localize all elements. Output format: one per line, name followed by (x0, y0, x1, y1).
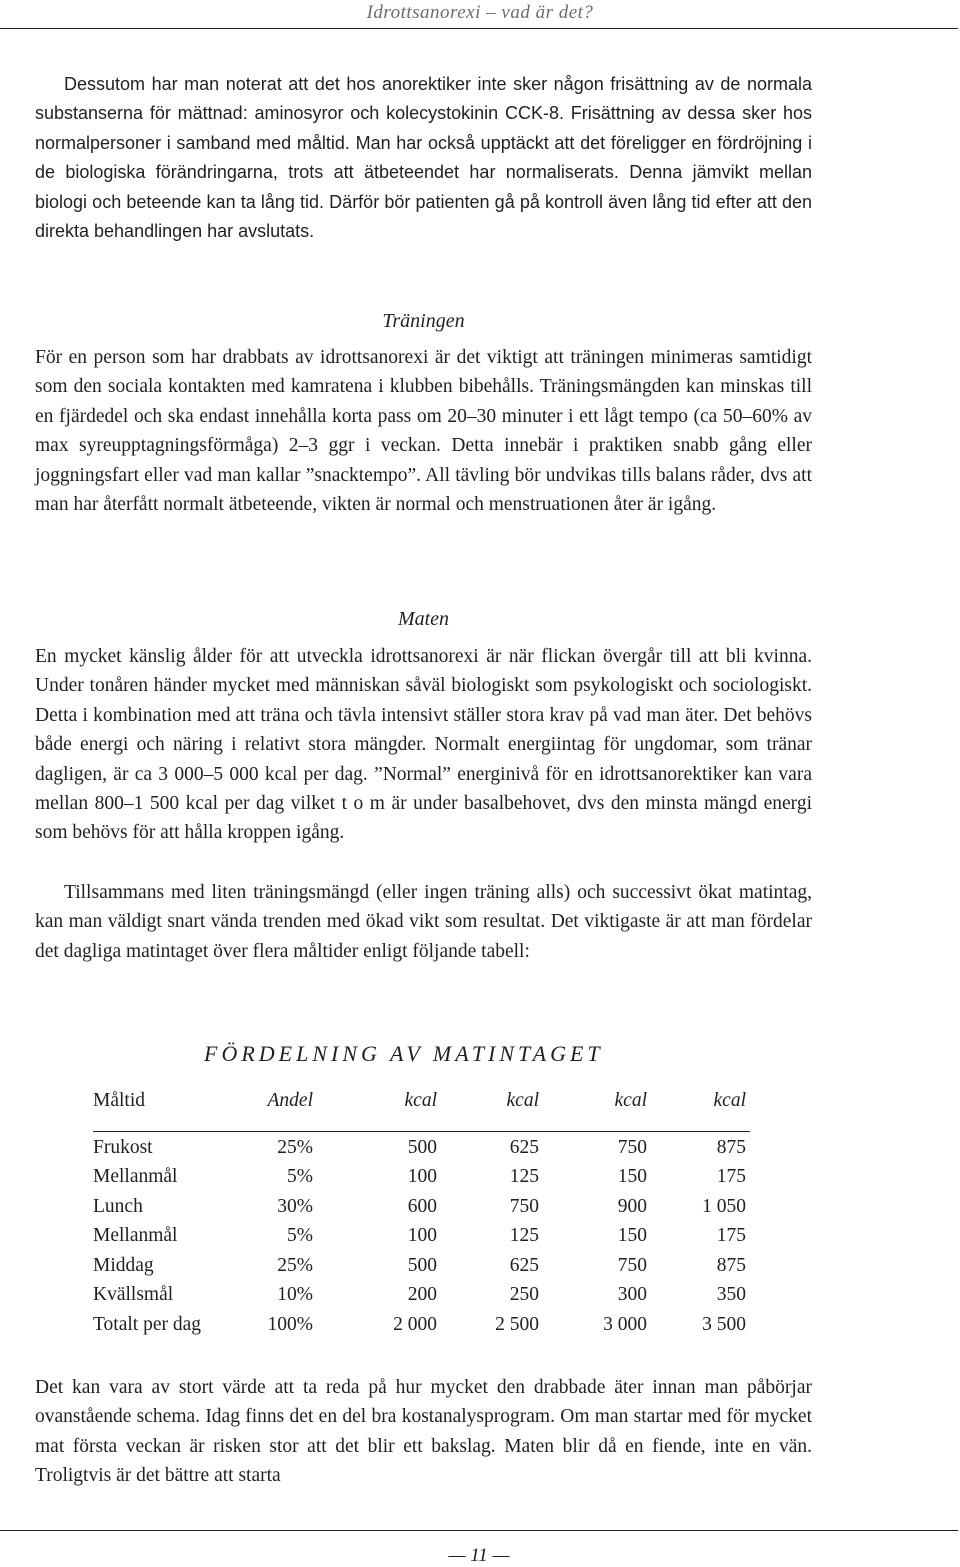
header-cell: kcal (713, 1090, 746, 1111)
paragraph-food: En mycket känslig ålder för att utveckla idrottsanorexi är när flickan övergår till att bli kvinna. Under tonåren händer mycket med människan såväl biologiskt som psykologiskt och sociologiskt. Detta i kombination med att träna och tävla intensivt ställer stora krav på vad man äter. Det behövs både energi och näring i relativt stora mängder. Normalt energiintag för ungdomar, som tränar dagligen, är ca 3 000–5 000 kcal per dag. ”Normal” energinivå för en idrottsanorektiker kan vara mellan 800–1 500 kcal per dag vilket t o m är under basalbehovet, dvs den minsta mängd energi som behövs för att hålla kroppen igång. (35, 646, 812, 844)
table-cell: 175 (716, 1225, 746, 1246)
table-cell: 175 (716, 1166, 746, 1187)
paragraph-training: För en person som har drabbats av idrottsanorexi är det viktigt att träningen minimeras samtidigt som den sociala kontakten med kamratena i klubben bibehålls. Träningsmängden kan minskas till en fjärdedel och ska endast innehålla korta pass om 20–30 minuter i ett lågt tempo (ca 50–60% av max syreupptagningsförmåga) 2–3 ggr i veckan. Detta innebär i praktiken snabb gång eller joggningsfart eller vad man kallar ”snacktempo”. All tävling bör undvikas tills balans råder, dvs att man har återfått normalt ätbeteende, vikten är normal och menstruationen åter är igång. (35, 347, 812, 516)
table-row (93, 1225, 753, 1255)
table-cell: 150 (617, 1166, 647, 1187)
table-cell: 625 (509, 1136, 539, 1158)
table-cell: 5% (287, 1166, 313, 1187)
table-header-row (93, 1090, 753, 1120)
table-cell: 5% (287, 1225, 313, 1246)
table-row-total (93, 1314, 753, 1344)
table-cell: 3 000 (603, 1313, 647, 1335)
table-cell: 25% (277, 1254, 313, 1276)
table-cell: 100 (407, 1166, 437, 1187)
running-header (0, 0, 960, 30)
meal-distribution-table (93, 1090, 753, 1343)
table-header-rule (93, 1131, 750, 1132)
table-cell: 150 (617, 1225, 647, 1246)
header-cell: kcal (614, 1090, 647, 1111)
table-cell: Mellanmål (93, 1225, 178, 1246)
section-heading-training: Träningen (382, 310, 465, 332)
table-cell: 25% (277, 1136, 313, 1158)
table-cell: Frukost (93, 1136, 153, 1158)
header-cell: kcal (506, 1090, 539, 1111)
table-row (93, 1284, 753, 1314)
table-cell: Mellanmål (93, 1166, 178, 1187)
table-cell: 600 (407, 1195, 437, 1217)
table-cell: 1 050 (702, 1195, 746, 1217)
table-title: FÖRDELNING AV MATINTAGET (204, 1041, 604, 1066)
table-cell: 500 (407, 1136, 437, 1158)
header-cell: Andel (267, 1090, 313, 1111)
running-title: Idrottsanorexi – vad är det? (366, 2, 594, 23)
table-cell: 500 (407, 1254, 437, 1276)
table-cell: 750 (617, 1254, 647, 1276)
header-rule (0, 28, 958, 29)
table-cell: Middag (93, 1254, 154, 1276)
table-cell: 2 000 (393, 1313, 437, 1335)
table-cell: 625 (509, 1254, 539, 1276)
table-cell: 100 (407, 1225, 437, 1246)
table-cell: 30% (277, 1195, 313, 1217)
header-cell: Måltid (93, 1090, 145, 1111)
page-number: — 11 — (448, 1545, 510, 1566)
table-cell: 2 500 (495, 1313, 539, 1335)
table-cell: Totalt per dag (93, 1313, 202, 1335)
table-cell: 900 (617, 1195, 647, 1217)
table-row (93, 1137, 753, 1167)
table-cell: 125 (509, 1225, 539, 1246)
table-cell: Lunch (93, 1195, 143, 1217)
table-cell: 750 (509, 1195, 539, 1217)
section-heading-food: Maten (397, 608, 450, 630)
table-cell: 750 (617, 1136, 647, 1158)
table-cell: 100% (267, 1313, 313, 1335)
footer-rule (0, 1530, 958, 1531)
table-cell: 3 500 (702, 1313, 746, 1335)
table-cell: 250 (509, 1284, 539, 1305)
table-cell: 350 (716, 1284, 746, 1305)
table-cell: 875 (716, 1254, 746, 1276)
table-row (93, 1196, 753, 1226)
table-cell: 875 (716, 1136, 746, 1158)
table-cell: 200 (407, 1284, 437, 1305)
paragraph-food-intake: Tillsammans med liten träningsmängd (eller ingen träning alls) och successivt ökat matintag, kan man väldigt snart vända trenden med ökad vikt som resultat. Det viktigaste är att man fördelar det dagliga matintaget över flera måltider enligt följande tabell: (35, 882, 812, 962)
table-cell: 10% (277, 1284, 313, 1305)
paragraph-hormones: Dessutom har man noterat att det hos anorektiker inte sker någon frisättning av de normala substanserna för mättnad: aminosyror och kolecystokinin CCK-8. Frisättning av dessa sker hos normalpersoner i samband med måltid. Man har också upptäckt att det föreligger en fördröjning i de biologiska förändringarna, trots att ätbeteendet har normaliserats. Denna jämvikt mellan biologi och beteende kan ta lång tid. Därför bör patienten gå på kontroll även lång tid efter att den direkta behandlingen har avslutats. (35, 74, 812, 242)
header-cell: kcal (404, 1090, 437, 1111)
table-row (93, 1255, 753, 1285)
table-cell: 125 (509, 1166, 539, 1187)
table-row (93, 1166, 753, 1196)
table-cell: Kvällsmål (93, 1284, 174, 1305)
paragraph-food-analysis: Det kan vara av stort värde att ta reda på hur mycket den drabbade äter innan man påbörjar ovanstående schema. Idag finns det en del bra kostanalysprogram. Om man startar med för mycket mat första veckan är risken stor att det blir ett bakslag. Maten blir då en fiende, inte en vän. Troligtvis är det bättre att starta (35, 1377, 812, 1487)
table-cell: 300 (617, 1284, 647, 1305)
